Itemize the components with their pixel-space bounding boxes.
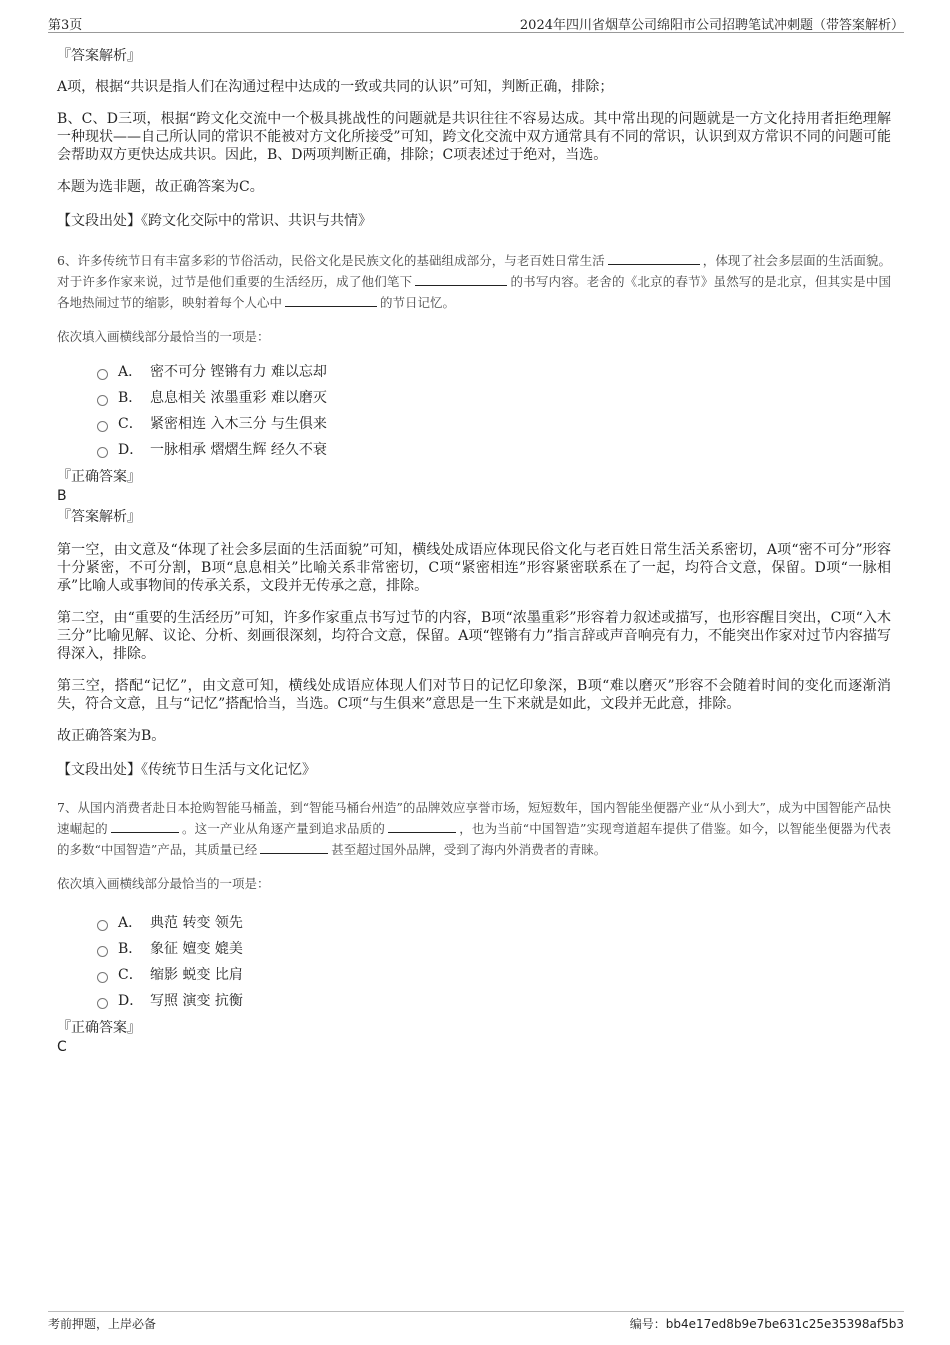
blank-line <box>260 840 328 854</box>
page-number: 第3页 <box>48 18 83 33</box>
q7-correct-label: 『正确答案』 <box>57 1020 141 1036</box>
q5-analysis-paragraph: B、C、D三项，根据“跨文化交流中一个极具挑战性的问题就是共识往往不容易达成。其中常出现的问题就是一方文化持用者拒绝理解一种现状——自己所认同的常识不能被对方文化所接受”可知，跨文化交流中双方通常具有不同的常识，认识到双方常识不同的问题可能会帮助双方更快达成共识。因此，B、D两项判断正确，排除；C项表述过于绝对，当选。 <box>57 111 891 163</box>
radio-icon[interactable] <box>97 972 108 983</box>
footer-slogan: 考前押题，上岸必备 <box>48 1317 157 1331</box>
blank-line <box>285 293 377 307</box>
blank-line <box>388 819 456 833</box>
document-body <box>57 46 891 1056</box>
q6-instruction: 依次填入画横线部分最恰当的一项是： <box>57 329 270 344</box>
option-c[interactable]: C． 缩影 蜕变 比肩 <box>97 962 891 988</box>
q6-analysis-paragraph: 第二空，由“重要的生活经历”可知，许多作家重点书写过节的内容，B项“浓墨重彩”形容着力叙述或描写，也形容醒目突出，C项“入木三分”比喻见解、议论、分析、刻画很深刻，均符合文意，保留。A项“铿锵有力”指言辞或声音响亮有力，不能突出作家对过节内容描写得深入，排除。 <box>57 610 891 662</box>
q5-source <box>57 210 891 230</box>
option-b[interactable]: B． 息息相关 浓墨重彩 难以磨灭 <box>97 385 891 411</box>
source-title: 《跨文化交际中的常识、共识与共情》 <box>141 213 372 229</box>
page-header <box>48 12 904 33</box>
q6-source <box>57 759 891 779</box>
q7-correct-answer: C <box>57 1039 67 1055</box>
option-d[interactable]: D． 写照 演变 抗衡 <box>97 988 891 1014</box>
q7-instruction: 依次填入画横线部分最恰当的一项是： <box>57 876 270 891</box>
q7-options <box>57 910 891 1014</box>
radio-icon[interactable] <box>97 447 108 458</box>
radio-icon[interactable] <box>97 395 108 406</box>
option-a[interactable]: A． 典范 转变 领先 <box>97 910 891 936</box>
q6-analysis-paragraph: 第三空，搭配“记忆”，由文意可知，横线处成语应体现人们对节日的记忆印象深，B项“难以磨灭”形容不会随着时间的变化而逐渐消失，符合文意，且与“记忆”搭配恰当，当选。C项“与生俱来”意思是一生下来就是如此，文段并无此意，排除。 <box>57 678 891 712</box>
q6-options <box>57 359 891 463</box>
radio-icon[interactable] <box>97 998 108 1009</box>
q6-analysis-paragraph: 第一空，由文意及“体现了社会多层面的生活面貌”可知，横线处成语应体现民俗文化与老百姓日常生活关系密切，A项“密不可分”形容十分紧密，不可分割，B项“息息相关”比喻关系非常密切，C项“紧密相连”形容紧密联系在了一起，均符合文意，保留。D项“一脉相承”比喻人或事物间的传承关系，文段并无传承之意，排除。 <box>57 542 891 594</box>
radio-icon[interactable] <box>97 946 108 957</box>
document-title: 2024年四川省烟草公司绵阳市公司招聘笔试冲刺题（带答案解析） <box>519 18 904 33</box>
q6-stem: 6、许多传统节日有丰富多彩的节俗活动，民俗文化是民族文化的基础组成部分，与老百姓日常生活 ，体现了社会多层面的生活面貌。对于许多作家来说，过节是他们重要的生活经历，成了他们笔下 的书写内容。老舍的《北京的春节》虽然写的是北京，但其实是中国各地热闹过节的缩影，映射着每个人心中 的节日记忆。 <box>57 253 891 310</box>
document-code: 编号：bb4e17ed8b9e7be631c25e35398af5b3 <box>629 1317 904 1331</box>
option-b[interactable]: B． 象征 嬗变 媲美 <box>97 936 891 962</box>
source-label: 【文段出处】 <box>57 762 141 778</box>
q5-analysis-paragraph: A项，根据“共识是指人们在沟通过程中达成的一致或共同的认识”可知，判断正确，排除； <box>57 79 614 95</box>
page-footer <box>48 1311 904 1331</box>
q6-analysis-label: 『答案解析』 <box>57 509 141 525</box>
q7-stem: 7、从国内消费者赴日本抢购智能马桶盖，到“智能马桶台州造”的品牌效应享誉市场，短短数年，国内智能坐便器产业“从小到大”，成为中国智能产品快速崛起的 。这一产业从角逐产量到追求品质的 ，也为当前“中国智造”实现弯道超车提供了借鉴。如今，以智能坐便器为代表的多数“中国智造”产品，其质量已经 甚至超过国外品牌，受到了海内外消费者的青睐。 <box>57 800 891 857</box>
q5-analysis-label: 『答案解析』 <box>57 48 141 64</box>
option-a[interactable]: A． 密不可分 铿锵有力 难以忘却 <box>97 359 891 385</box>
option-d[interactable]: D． 一脉相承 熠熠生辉 经久不衰 <box>97 437 891 463</box>
blank-line <box>415 272 507 286</box>
radio-icon[interactable] <box>97 369 108 380</box>
blank-line <box>608 251 700 265</box>
q6-correct-label: 『正确答案』 <box>57 469 141 485</box>
radio-icon[interactable] <box>97 920 108 931</box>
source-title: 《传统节日生活与文化记忆》 <box>141 762 316 778</box>
option-c[interactable]: C． 紧密相连 入木三分 与生俱来 <box>97 411 891 437</box>
q5-analysis-paragraph: 本题为选非题，故正确答案为C。 <box>57 179 264 195</box>
q6-analysis-paragraph: 故正确答案为B。 <box>57 728 166 744</box>
blank-line <box>111 819 179 833</box>
q6-correct-answer: B <box>57 488 67 504</box>
radio-icon[interactable] <box>97 421 108 432</box>
source-label: 【文段出处】 <box>57 213 141 229</box>
